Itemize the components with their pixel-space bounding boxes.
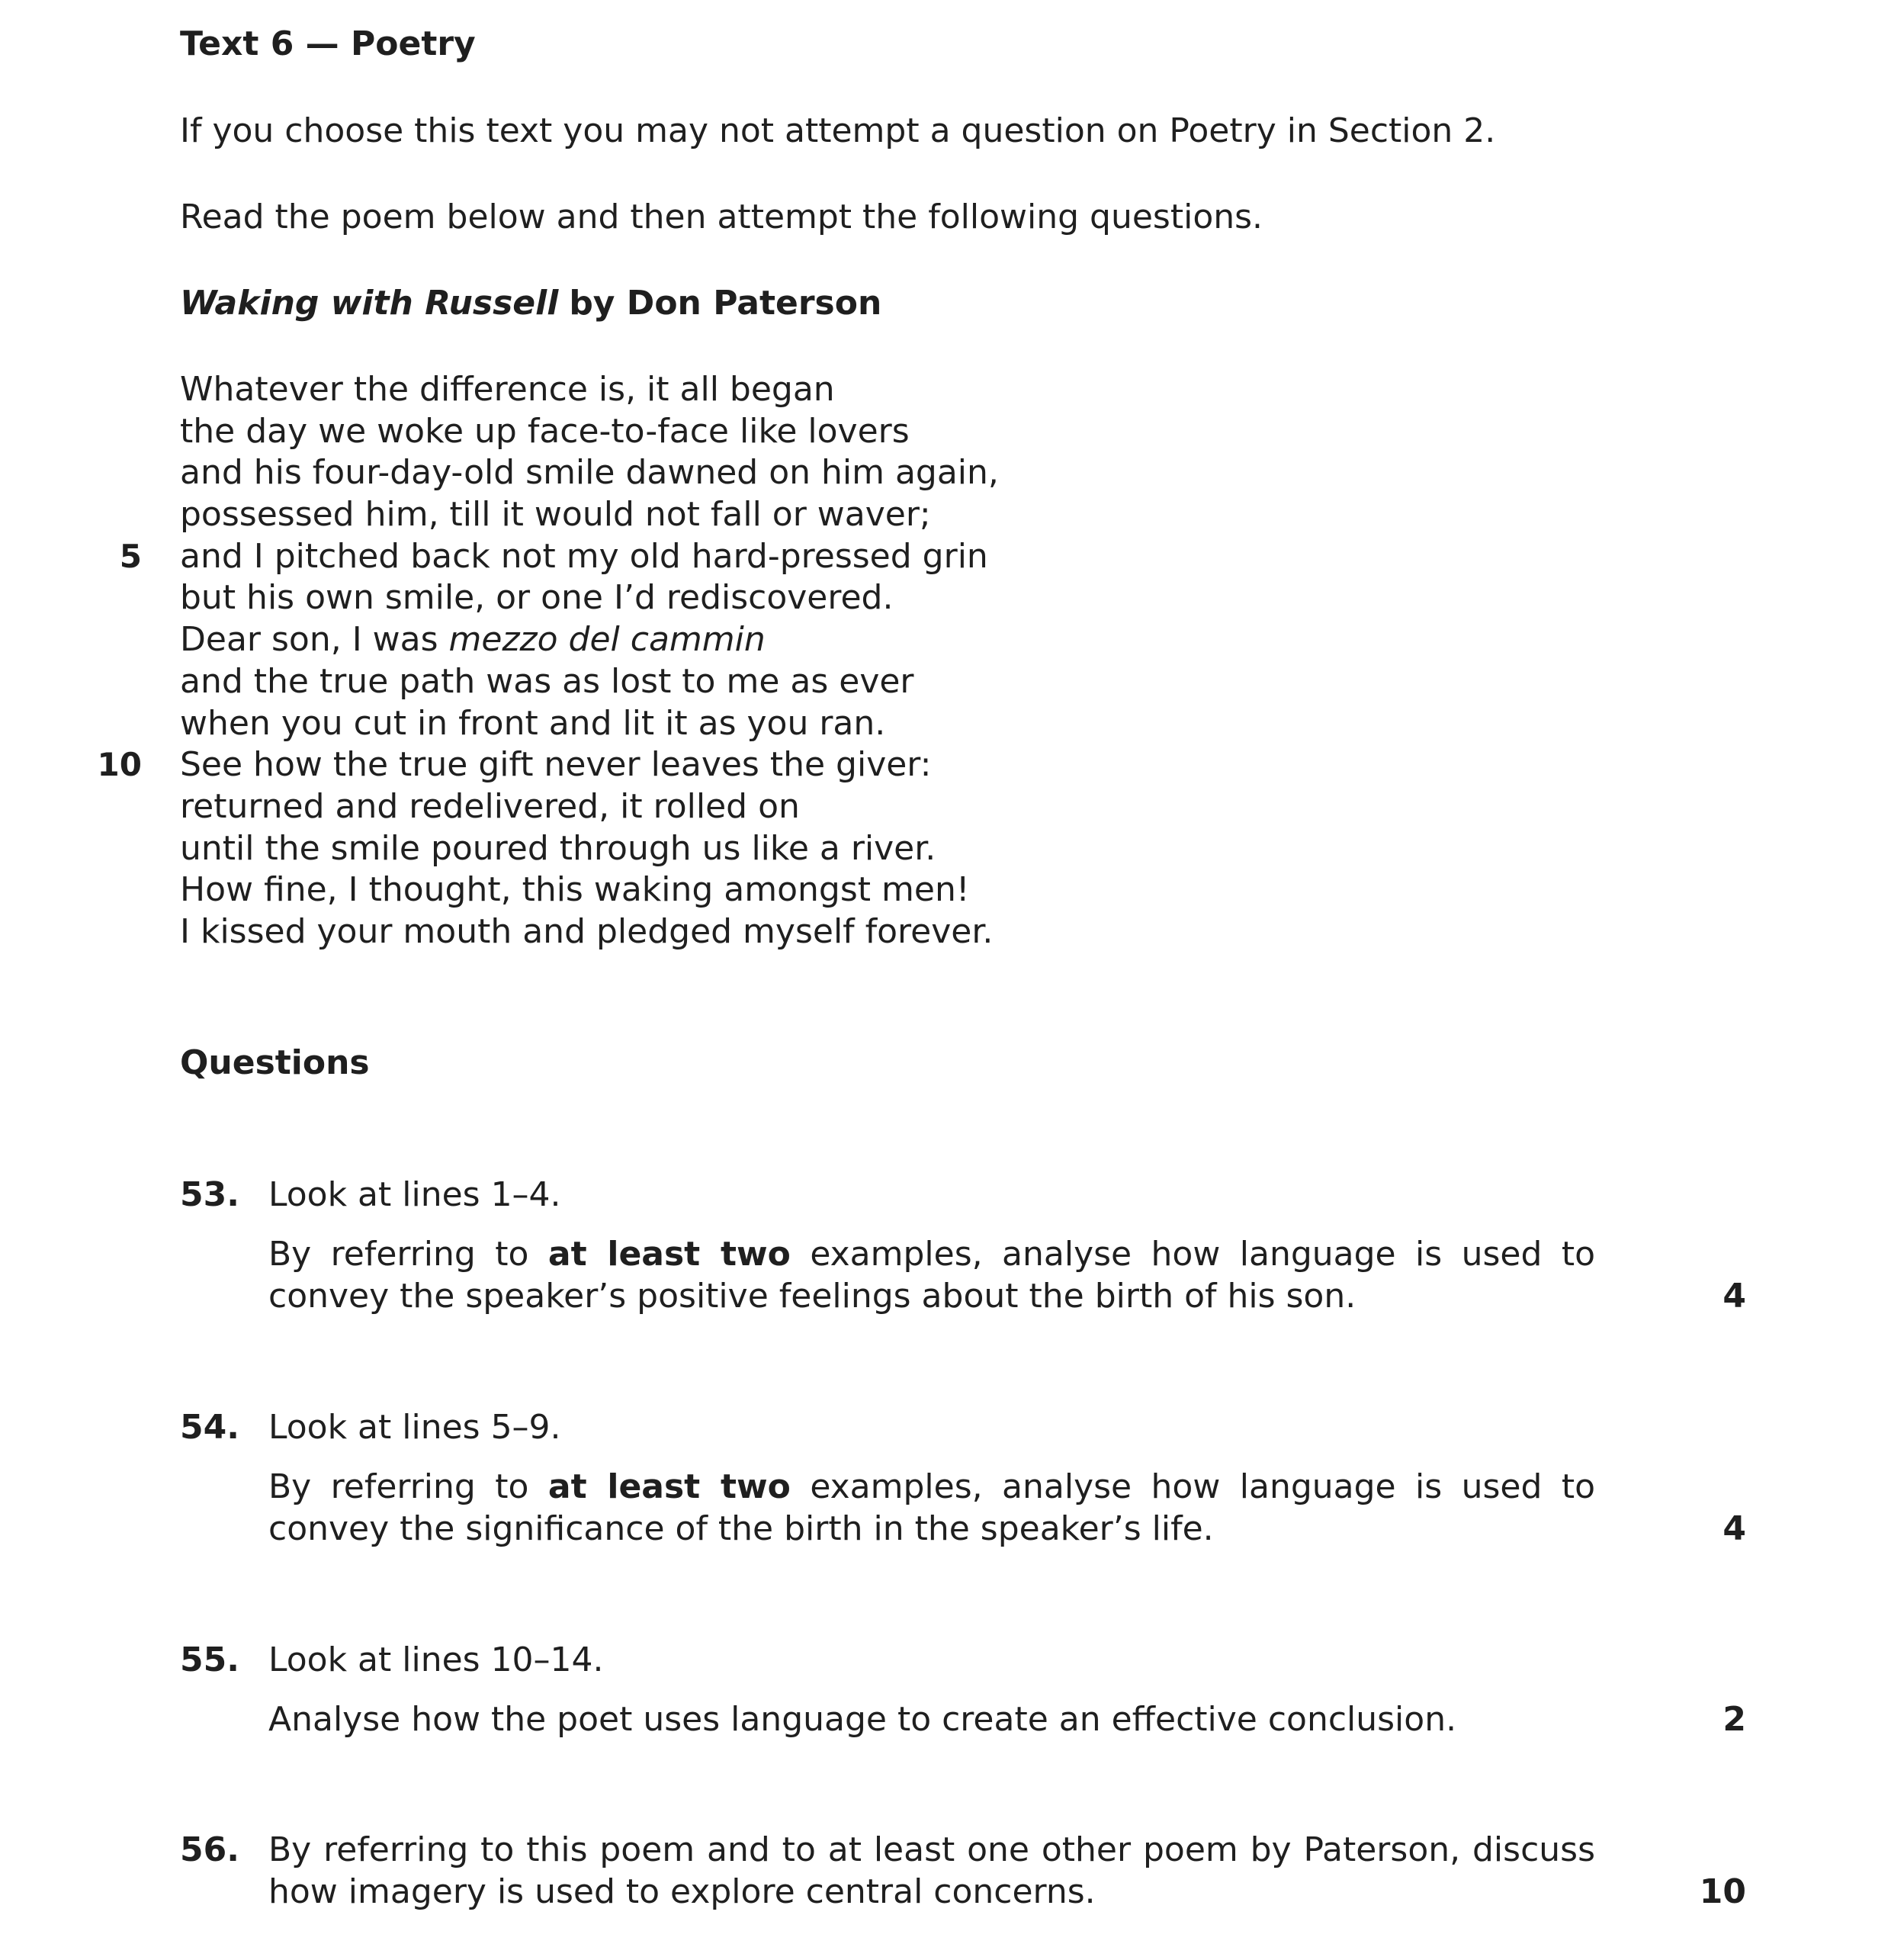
questions-heading: Questions	[180, 1043, 370, 1082]
poem-line: and the true path was as lost to me as ever	[180, 661, 914, 701]
question-body-text: examples, analyse how language is used to convey the speaker’s positive feelings about the birth of his son.	[268, 1235, 1596, 1316]
instruction-choice: If you choose this text you may not attempt a question on Poetry in Section 2.	[180, 111, 1496, 150]
question-number: 54.	[180, 1408, 239, 1447]
poem-line: when you cut in front and lit it as you ran.	[180, 703, 886, 743]
question-lead: Look at lines 5–9.	[268, 1408, 561, 1447]
poem-line: Whatever the difference is, it all began	[180, 370, 835, 409]
poem-line: but his own smile, or one I’d rediscovered.	[180, 578, 894, 618]
question-number: 56.	[180, 1830, 239, 1869]
question-body-text: examples, analyse how language is used to convey the significance of the birth in the speaker’s life.	[268, 1467, 1596, 1548]
question-marks: 4	[1722, 1509, 1746, 1548]
question-number: 55.	[180, 1640, 239, 1679]
question-number: 53.	[180, 1175, 239, 1214]
poem-line: the day we woke up face-to-face like lovers	[180, 411, 910, 451]
section-heading: Text 6 — Poetry	[180, 24, 476, 63]
question-body-text: By referring to	[268, 1235, 548, 1274]
poem-line: I kissed your mouth and pledged myself forever.	[180, 911, 994, 951]
poem-line: possessed him, till it would not fall or waver;	[180, 495, 931, 535]
question-marks: 2	[1722, 1700, 1746, 1739]
poem-italic-phrase: mezzo del cammin	[448, 620, 766, 660]
poem-line: returned and redelivered, it rolled on	[180, 786, 800, 826]
question-body	[268, 1233, 1595, 1317]
question-marks: 10	[1699, 1872, 1746, 1911]
poem-line: and I pitched back not my old hard-pressed grin	[180, 536, 988, 576]
instruction-read: Read the poem below and then attempt the following questions.	[180, 198, 1263, 236]
question-lead: Look at lines 10–14.	[268, 1640, 604, 1679]
poem-title: Waking with Russell	[180, 284, 559, 323]
poem-byline: by Don Paterson	[569, 284, 882, 323]
poem-title-line	[180, 282, 881, 324]
poem-line-text: Dear son, I was	[180, 620, 449, 660]
question-body: Analyse how the poet uses language to create an effective conclusion.	[268, 1700, 1457, 1739]
question-marks: 4	[1722, 1277, 1746, 1316]
poem-body	[180, 369, 999, 953]
question-body	[268, 1466, 1595, 1550]
line-number-10: 10	[97, 746, 142, 784]
question-body-emphasis: at least two	[547, 1467, 791, 1506]
poem-line: and his four-day-old smile dawned on him again,	[180, 453, 999, 493]
question-body: By referring to this poem and to at least one other poem by Paterson, discuss how imagery is used to explore central concerns.	[268, 1830, 1595, 1911]
question-body-text: By referring to	[268, 1467, 548, 1506]
poem-line: How fine, I thought, this waking amongst men!	[180, 870, 970, 910]
poem-line: See how the true gift never leaves the giver:	[180, 745, 932, 785]
line-number-5: 5	[119, 537, 142, 575]
question-body-emphasis: at least two	[547, 1235, 791, 1274]
poem-line	[180, 619, 999, 661]
question-lead: Look at lines 1–4.	[268, 1175, 561, 1214]
poem-line: until the smile poured through us like a river.	[180, 828, 936, 868]
